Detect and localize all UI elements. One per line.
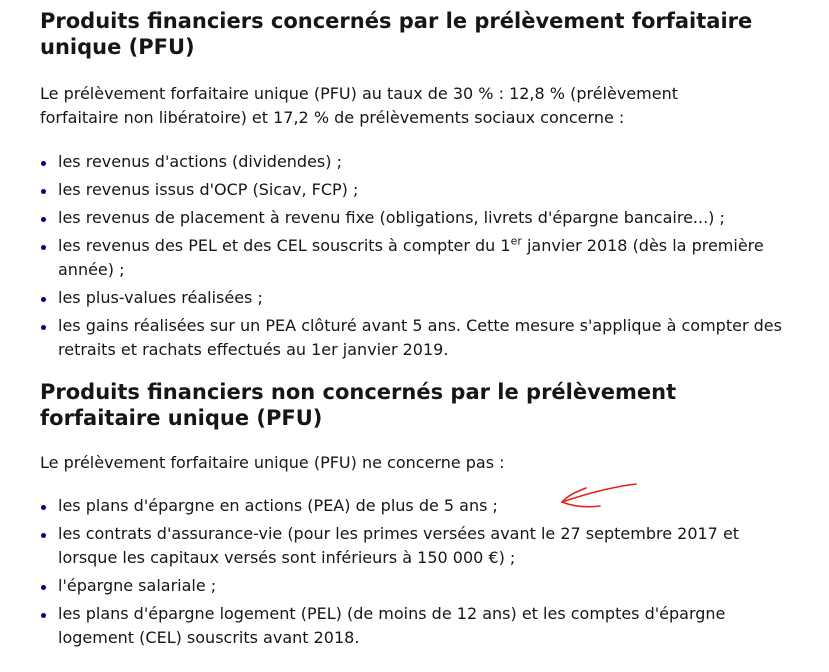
list-item-pel-cel — [40, 234, 800, 282]
list-item: les revenus issus d'OCP (Sicav, FCP) ; — [40, 178, 800, 202]
list-item: les revenus de placement à revenu fixe (obligations, livrets d'épargne bancaire...) ; — [40, 206, 800, 230]
list-item-pea: les plans d'épargne en actions (PEA) de plus de 5 ans ; — [40, 494, 800, 518]
list-concernes — [40, 150, 800, 366]
section-intro-non-concernes: Le prélèvement forfaitaire unique (PFU) ne concerne pas : — [40, 453, 505, 472]
section-title-non-concernes: Produits financiers non concernés par le prélèvement forfaitaire unique (PFU) — [40, 380, 677, 430]
pel-item-text-end: janvier 2018 (dès la première année) ; — [58, 236, 764, 279]
list-item: les contrats d'assurance-vie (pour les primes versées avant le 27 septembre 2017 et lorsque les capitaux versés sont inférieurs à 150 000 €) ; — [40, 522, 800, 570]
section-title-concernes: Produits financiers concernés par le prélèvement forfaitaire unique (PFU) — [40, 9, 753, 59]
hand-drawn-arrow-icon — [560, 482, 650, 516]
list-non-concernes — [40, 494, 800, 654]
list-item: les gains réalisées sur un PEA clôturé avant 5 ans. Cette mesure s'applique à compter des retraits et rachats effectués au 1er janvier 2019. — [40, 314, 800, 362]
section-intro-concernes: Le prélèvement forfaitaire unique (PFU) au taux de 30 % : 12,8 % (prélèvement forfaitaire non libératoire) et 17,2 % de prélèvements sociaux concerne : — [40, 84, 678, 127]
list-item: les revenus d'actions (dividendes) ; — [40, 150, 800, 174]
list-item: l'épargne salariale ; — [40, 574, 800, 598]
pel-item-superscript: er — [510, 234, 522, 248]
list-item: les plans d'épargne logement (PEL) (de moins de 12 ans) et les comptes d'épargne logement (CEL) souscrits avant 2018. — [40, 602, 800, 650]
pel-item-text: les revenus des PEL et des CEL souscrits à compter du 1 — [58, 236, 511, 255]
list-item: les plus-values réalisées ; — [40, 286, 800, 310]
